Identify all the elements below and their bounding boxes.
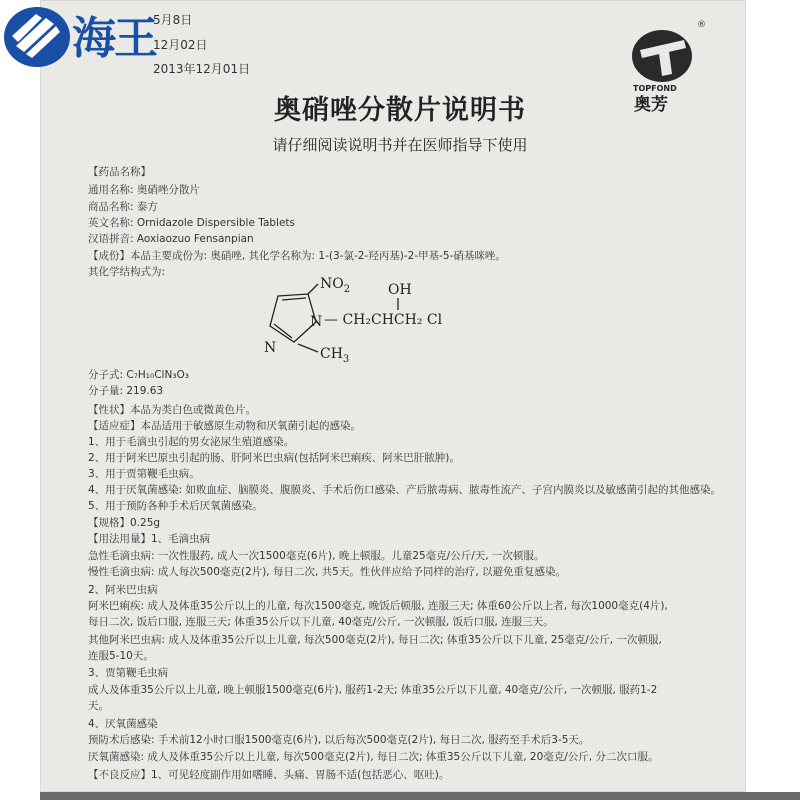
brand-name: 奥芳 xyxy=(634,95,668,115)
text-line: 商品名称: 泰方 xyxy=(88,201,158,213)
nitro-group-label: $NO_2$ xyxy=(320,276,351,295)
text-line: 3、用于贾第鞭毛虫病。 xyxy=(88,468,200,480)
text-line: 【性状】本品为类白色或微黄色片。 xyxy=(88,404,256,416)
text-line: 英文名称: Ornidazole Dispersible Tablets xyxy=(88,217,296,229)
text-line: 5、用于预防各种手术后厌氧菌感染。 xyxy=(88,500,263,512)
text-line: 4、用于厌氧菌感染: 如败血症、脑膜炎、腹膜炎、手术后伤口感染、产后脓毒病、脓毒性流产、子宫内膜炎以及敏感菌引起的其他感染。 xyxy=(88,484,722,496)
text-line: 分子量: 219.63 xyxy=(88,385,164,397)
text-line: 3、贾第鞭毛虫病 xyxy=(88,667,169,679)
text-line: 预防术后感染: 手术前12小时口服1500毫克(6片), 以后每次500毫克(2片), 每日二次, 服药至手术后3-5天。 xyxy=(88,734,590,746)
document-subtitle: 请仔细阅读说明书并在医师指导下使用 xyxy=(272,136,528,154)
text-line: 厌氧菌感染: 成人及体重35公斤以上儿童, 每次500毫克(2片), 每日二次; 体重35公斤以下儿童, 20毫克/公斤, 分二次口服。 xyxy=(88,751,659,763)
text-line: 4、厌氧菌感染 xyxy=(88,718,158,730)
text-line: 其化学结构式为: xyxy=(88,266,166,278)
shadow-edge xyxy=(40,792,800,800)
text-line: 【不良反应】1、可见轻度副作用如嗜睡、头痛、胃肠不适(包括恶心、呕吐)。 xyxy=(88,769,450,781)
revision-date: 12月02日 xyxy=(153,38,208,52)
text-line: 【规格】0.25g xyxy=(88,517,161,529)
document-title: 奥硝唑分散片说明书 xyxy=(274,95,526,126)
hydroxyl-group-label: OH xyxy=(388,282,412,298)
text-line: 分子式: C₇H₁₀ClN₃O₃ xyxy=(88,369,190,381)
brand-logo-text: TOPFOND xyxy=(633,84,677,93)
text-line: 2、阿米巴虫病 xyxy=(88,584,158,596)
text-line: 连服5-10天。 xyxy=(88,650,154,662)
watermark-text: 海王 xyxy=(72,13,156,64)
text-line: 成人及体重35公斤以上儿童, 晚上顿服1500毫克(6片), 服药1-2天; 体重35公斤以下儿童, 40毫克/公斤, 一次顿服, 服药1-2 xyxy=(88,684,658,696)
text-line: 其他阿米巴虫病: 成人及体重35公斤以上儿童, 每次500毫克(2片), 每日二次; 体重35公斤以下儿童, 25毫克/公斤, 一次顿服, xyxy=(88,634,662,646)
text-line: 阿米巴痢疾: 成人及体重35公斤以上的儿童, 每次1500毫克, 晚饭后顿服, 连服三天; 体重60公斤以上者, 每次1000毫克(4片), xyxy=(88,600,668,612)
ring-nitrogen-label: N xyxy=(310,314,323,330)
haiwang-logo-icon xyxy=(2,4,72,70)
methyl-group-label: $CH_3$ xyxy=(320,346,350,365)
text-line: 2、用于阿米巴原虫引起的肠、肝阿米巴虫病(包括阿米巴痢疾、阿米巴肝脓肿)。 xyxy=(88,452,460,464)
revision-date: 5月8日 xyxy=(153,13,193,27)
text-line: 汉语拼音: Aoxiaozuo Fensanpian xyxy=(88,233,254,245)
text-line: 【用法用量】1、毛滴虫病 xyxy=(88,533,211,545)
text-line: 【适应症】本品适用于敏感原生动物和厌氧菌引起的感染。 xyxy=(88,420,361,432)
text-line: 通用名称: 奥硝唑分散片 xyxy=(88,184,200,196)
side-chain-label: — CH₂CHCH₂ Cl xyxy=(324,312,443,328)
text-line: 【药品名称】 xyxy=(88,166,151,178)
text-line: 每日二次, 饭后口服, 连服三天; 体重35公斤以下儿童, 40毫克/公斤, 一次顿服, 饭后口服, 连服三天。 xyxy=(88,616,554,628)
text-line: 1、用于毛滴虫引起的男女泌尿生殖道感染。 xyxy=(88,436,295,448)
revision-date: 2013年12月01日 xyxy=(153,62,251,76)
text-line: 【成份】本品主要成份为: 奥硝唑, 其化学名称为: 1-(3-氯-2-羟丙基)-2-甲基-5-硝基咪唑。 xyxy=(88,250,506,262)
registered-mark: ® xyxy=(697,20,706,30)
text-line: 慢性毛滴虫病: 成人每次500毫克(2片), 每日二次, 共5天。性伙伴应给予同样的治疗, 以避免重复感染。 xyxy=(88,566,566,578)
text-line: 急性毛滴虫病: 一次性服药, 成人一次1500毫克(6片), 晚上顿服。儿童25毫克/公斤/天, 一次顿服。 xyxy=(88,550,545,562)
text-line: 天。 xyxy=(88,700,109,712)
chemical-structure-diagram xyxy=(258,274,478,374)
ring-nitrogen-label: N xyxy=(264,340,277,356)
